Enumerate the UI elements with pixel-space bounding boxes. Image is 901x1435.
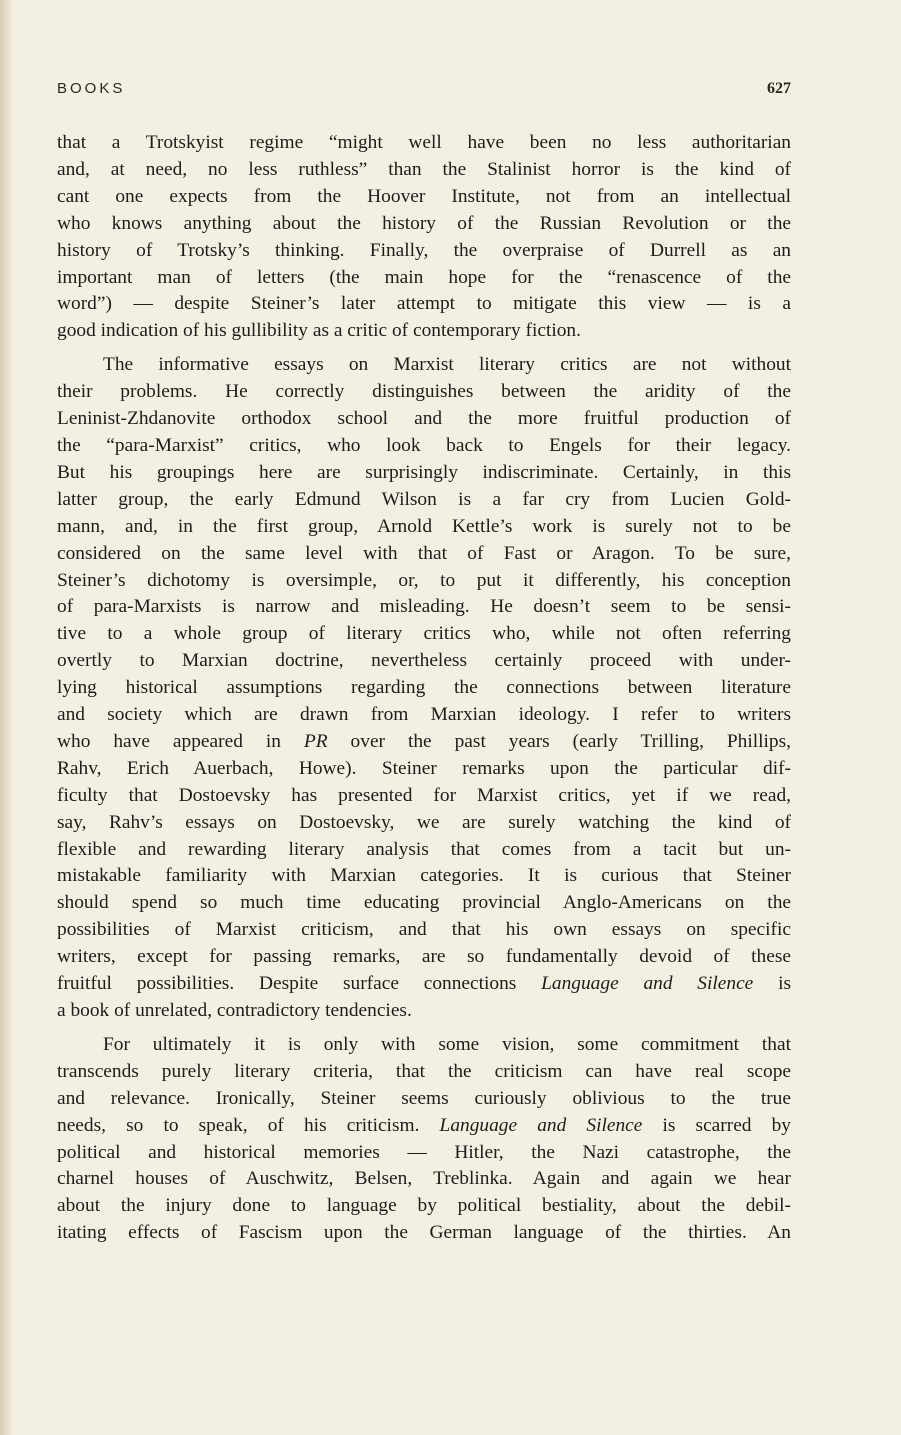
text-line: political and historical memories — Hitler, the Nazi catastrophe, the [57, 1141, 791, 1163]
paragraph [57, 352, 791, 1025]
text-line: say, Rahv’s essays on Dostoevsky, we are surely watching the kind of [57, 811, 791, 833]
text-line: and, at need, no less ruthless” than the Stalinist horror is the kind of [57, 158, 791, 180]
text-line: their problems. He correctly distinguishes between the aridity of the [57, 381, 791, 403]
text-line: that a Trotskyist regime “might well have been no less authoritarian [57, 132, 791, 153]
text-line: fruitful possibilities. Despite surface connections Language and Silence is [57, 973, 791, 995]
spine-shadow [0, 0, 14, 1435]
text-line: ficulty that Dostoevsky has presented for Marxist critics, yet if we read, [57, 784, 791, 806]
text-line: Leninist-Zhdanovite orthodox school and the more fruitful production of [57, 408, 791, 430]
text-line: cant one expects from the Hoover Institute, not from an intellectual [57, 185, 791, 207]
text-line: itating effects of Fascism upon the German language of the thirties. An [57, 1222, 791, 1244]
text-line: latter group, the early Edmund Wilson is a far cry from Lucien Gold- [57, 488, 791, 510]
italic-title: Language and Silence [439, 1114, 643, 1136]
text-line: who knows anything about the history of the Russian Revolution or the [57, 212, 791, 234]
page-number: 627 [767, 80, 791, 97]
text-line: transcends purely literary criteria, that the criticism can have real scope [57, 1060, 791, 1082]
text-line: good indication of his gullibility as a critic of contemporary fiction. [57, 320, 581, 342]
italic-title: PR [303, 730, 328, 752]
text-line: For ultimately it is only with some vision, some commitment that [103, 1033, 791, 1055]
text-line: The informative essays on Marxist literary critics are not without [103, 354, 791, 376]
text-line: a book of unrelated, contradictory tendencies. [57, 1000, 412, 1021]
text-line: and relevance. Ironically, Steiner seems curiously oblivious to the true [57, 1087, 791, 1109]
section-title: BOOKS [57, 80, 126, 97]
text-line: and society which are drawn from Marxian ideology. I refer to writers [57, 704, 791, 726]
text-line: history of Trotsky’s thinking. Finally, the overpraise of Durrell as an [57, 239, 791, 261]
text-line: writers, except for passing remarks, are so fundamentally devoid of these [57, 946, 791, 968]
text-line: mann, and, in the first group, Arnold Kettle’s work is surely not to be [57, 515, 791, 537]
text-line: charnel houses of Auschwitz, Belsen, Treblinka. Again and again we hear [57, 1168, 791, 1190]
text-line: about the injury done to language by political bestiality, about the debil- [57, 1195, 791, 1217]
text-line: tive to a whole group of literary critics who, while not often referring [57, 623, 791, 645]
text-line: word”) — despite Steiner’s later attempt to mitigate this view — is a [57, 293, 791, 315]
running-head [57, 80, 791, 104]
body-text [57, 130, 791, 1247]
text-line: possibilities of Marxist criticism, and that his own essays on specific [57, 919, 791, 941]
text-line: needs, so to speak, of his criticism. Language and Silence is scarred by [57, 1114, 791, 1136]
paragraph [57, 130, 791, 345]
text-line: overtly to Marxian doctrine, nevertheless certainly proceed with under- [57, 650, 791, 672]
text-line: should spend so much time educating provincial Anglo-Americans on the [57, 892, 791, 914]
text-line: who have appeared in PR over the past years (early Trilling, Phillips, [57, 730, 791, 752]
text-line: considered on the same level with that of Fast or Aragon. To be sure, [57, 542, 791, 564]
text-line: Steiner’s dichotomy is oversimple, or, to put it differently, his conception [57, 569, 791, 591]
paragraph [57, 1032, 791, 1247]
text-line: of para-Marxists is narrow and misleading. He doesn’t seem to be sensi- [57, 596, 791, 618]
text-line: important man of letters (the main hope for the “renascence of the [57, 266, 791, 288]
text-line: lying historical assumptions regarding the connections between literature [57, 677, 791, 699]
text-line: mistakable familiarity with Marxian categories. It is curious that Steiner [57, 865, 791, 887]
text-line: But his groupings here are surprisingly indiscriminate. Certainly, in this [57, 461, 791, 483]
text-line: flexible and rewarding literary analysis that comes from a tacit but un- [57, 838, 791, 860]
text-line: Rahv, Erich Auerbach, Howe). Steiner remarks upon the particular dif- [57, 757, 791, 779]
text-line: the “para-Marxist” critics, who look back to Engels for their legacy. [57, 434, 791, 456]
italic-title: Language and Silence [541, 973, 754, 995]
